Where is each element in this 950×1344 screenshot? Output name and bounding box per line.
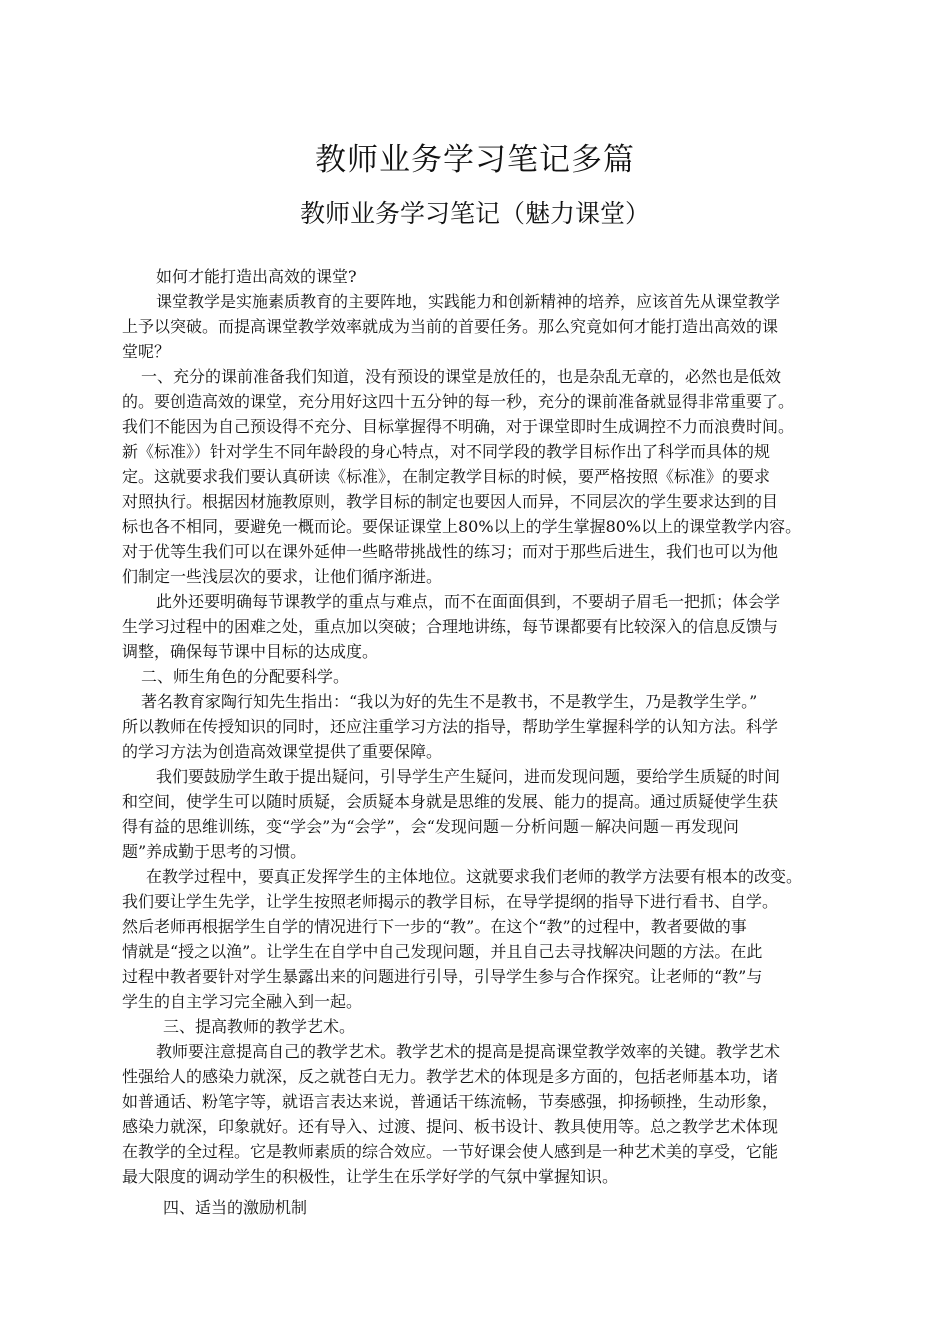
text-line: 教师要注意提高自己的教学艺术。教学艺术的提高是提高课堂教学效率的关键。教学艺术 xyxy=(156,1042,781,1061)
text-line: 过程中教者要针对学生暴露出来的问题进行引导，引导学生参与合作探究。让老师的“教”与 xyxy=(122,967,763,986)
text-line: 和空间，使学生可以随时质疑，会质疑本身就是思维的发展、能力的提高。通过质疑使学生获 xyxy=(122,792,779,811)
text-line: 然后老师再根据学生自学的情况进行下一步的“教”。在这个“教”的过程中，教者要做的事 xyxy=(122,917,747,936)
text-line: 调整，确保每节课中目标的达成度。 xyxy=(122,642,379,661)
text-line: 情就是“授之以渔”。让学生在自学中自己发现问题，并且自己去寻找解决问题的方法。在此 xyxy=(122,942,763,961)
text-line: 课堂教学是实施素质教育的主要阵地，实践能力和创新精神的培养，应该首先从课堂教学 xyxy=(156,292,781,311)
text-line: 得有益的思维训练，变“学会”为“会学”，会“发现问题－分析问题－解决问题－再发现问 xyxy=(122,817,739,836)
text-line: 四、适当的激励机制 xyxy=(163,1198,308,1217)
text-line: 定。这就要求我们要认真研读《标准》，在制定教学目标的时候，要严格按照《标准》的要求 xyxy=(122,467,771,486)
text-line: 对于优等生我们可以在课外延伸一些略带挑战性的练习；而对于那些后进生，我们也可以为他 xyxy=(122,542,779,561)
text-line: 最大限度的调动学生的积极性，让学生在乐学好学的气氛中掌握知识。 xyxy=(122,1167,619,1186)
text-line: 如普通话、粉笔字等，就语言表达来说，普通话干练流畅，节奏感强，抑扬顿挫，生动形象， xyxy=(122,1092,779,1111)
text-line: 此外还要明确每节课教学的重点与难点，而不在面面俱到，不要胡子眉毛一把抓；体会学 xyxy=(156,592,781,611)
text-line: 学生的自主学习完全融入到一起。 xyxy=(122,992,363,1011)
text-line: 著名教育家陶行知先生指出：“我以为好的先生不是教书，不是教学生，乃是教学生学。” xyxy=(141,692,758,711)
text-line: 们制定一些浅层次的要求，让他们循序渐进。 xyxy=(122,567,443,586)
text-line: 三、提高教师的教学艺术。 xyxy=(163,1017,356,1036)
text-line: 在教学的全过程。它是教师素质的综合效应。一节好课会使人感到是一种艺术美的享受，它能 xyxy=(122,1142,779,1161)
text-line: 题”养成勤于思考的习惯。 xyxy=(122,842,307,861)
text-line: 的。要创造高效的课堂，充分用好这四十五分钟的每一秒，充分的课前准备就显得非常重要了。 xyxy=(122,392,795,411)
text-line: 生学习过程中的困难之处，重点加以突破；合理地讲练，每节课都要有比较深入的信息反馈与 xyxy=(122,617,779,636)
text-line: 性强给人的感染力就深，反之就苍白无力。教学艺术的体现是多方面的，包括老师基本功，诸 xyxy=(122,1067,779,1086)
text-line: 的学习方法为创造高效课堂提供了重要保障。 xyxy=(122,742,443,761)
text-line: 如何才能打造出高效的课堂? xyxy=(156,267,357,286)
text-line: 在教学过程中，要真正发挥学生的主体地位。这就要求我们老师的教学方法要有根本的改变。 xyxy=(146,867,803,886)
text-line: 上予以突破。而提高课堂教学效率就成为当前的首要任务。那么究竟如何才能打造出高效的课 xyxy=(122,317,779,336)
document-subtitle: 教师业务学习笔记（魅力课堂） xyxy=(299,199,650,228)
text-line: 新《标准》）针对学生不同年龄段的身心特点，对不同学段的教学目标作出了科学而具体的规 xyxy=(122,442,771,461)
text-line: 所以教师在传授知识的同时，还应注重学习方法的指导，帮助学生掌握科学的认知方法。科学 xyxy=(122,717,779,736)
text-line: 我们不能因为自己预设得不充分、目标掌握得不明确，对于课堂即时生成调控不力而浪费时间。 xyxy=(122,417,795,436)
text-line: 感染力就深，印象就好。还有导入、过渡、提问、板书设计、教具使用等。总之教学艺术体现 xyxy=(122,1117,779,1136)
text-line: 堂呢？ xyxy=(122,342,171,361)
text-line: 一、充分的课前准备我们知道，没有预设的课堂是放任的，也是杂乱无章的，必然也是低效 xyxy=(141,367,782,386)
text-line: 标也各不相同，要避免一概而论。要保证课堂上80%以上的学生掌握80%以上的课堂教学内容。 xyxy=(122,517,802,536)
document-title: 教师业务学习笔记多篇 xyxy=(315,142,635,178)
text-line: 我们要鼓励学生敢于提出疑问，引导学生产生疑问，进而发现问题，要给学生质疑的时间 xyxy=(156,767,781,786)
text-line: 二、师生角色的分配要科学。 xyxy=(141,667,350,686)
text-line: 对照执行。根据因材施教原则，教学目标的制定也要因人而异，不同层次的学生要求达到的目 xyxy=(122,492,779,511)
text-line: 我们要让学生先学，让学生按照老师揭示的教学目标，在导学提纲的指导下进行看书、自学。 xyxy=(122,892,779,911)
